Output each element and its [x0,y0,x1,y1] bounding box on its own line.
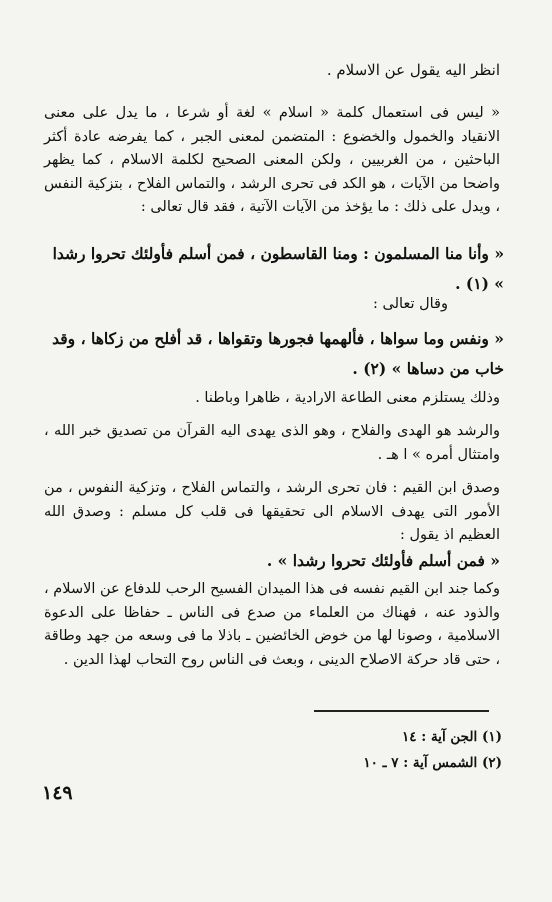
paragraph-obedience: وذلك يستلزم معنى الطاعة الارادية ، ظاهرا وباطنا . [195,390,500,406]
footnote-2: (٢) الشمس آية : ٧ ـ ١٠ [363,755,502,771]
paragraph-reform: وكما جند ابن القيم نفسه فى هذا الميدان الفسيح الرحب للدفاع عن الاسلام ، والذود عنه ، فهناك من العلماء من صدع فى الناس ـ حفاظا على الدعوة الاسلامية ، وصونا لها من خوض الخائضين ـ باذلا ما فى وسعه من جهد وطاقة ، حتى قاد حركة الاصلاح الدينى ، وبعث فى الناس روح التحاب لهذا الدين . [44,581,500,668]
quran-quote-jinn: « وأنا منا المسلمون : ومنا القاسطون ، فمن أسلم فأولئك تحروا رشدا » (١) . [52,244,504,293]
paragraph-guidance: والرشد هو الهدى والفلاح ، وهو الذى يهدى اليه القرآن من تصديق خبر الله ، وامتثال أمره » ا هـ . [44,423,500,463]
quran-quote-short: « فمن أسلم فأولئك تحروا رشدا » . [266,551,500,570]
paragraph-islam-meaning: « ليس فى استعمال كلمة « اسلام » لغة أو شرعا ، ما يدل على معنى الانقياد والخمول والخضوع : المتضمن لمعنى الجبر ، كما يفرضه عادة أكثر الباحثين ، من الغربيين ، ولكن المعنى الصحيح لكلمة الاسلام ، كما يظهر واضحا من الآيات ، هو الكد فى تحرى الرشد ، والتماس الفلاح ، بتزكية النفس ، ويدل على ذلك : ما يؤخذ من الآيات الآتية ، فقد قال تعالى : [44,105,500,216]
intro-line: انظر اليه يقول عن الاسلام . [326,61,500,79]
footnotes [363,724,502,776]
paragraph-ibn-qayyim: وصدق ابن القيم : فان تحرى الرشد ، والتماس الفلاح ، وتزكية النفوس ، من الأمور التى يهدف الاسلام الى تحقيقها فى قلب كل مسلم : وصدق الله العظيم اذ يقول : [44,480,500,544]
footnote-divider [314,710,489,712]
quran-quote-shams: « ونفس وما سواها ، فألهمها فجورها وتقواها ، قد أفلح من زكاها ، وقد خاب من دساها » (٢) . [52,329,504,378]
page-number: ١٤٩ [42,782,73,804]
footnote-1: (١) الجن آية : ١٤ [402,729,502,745]
say-label: وقال تعالى : [373,296,448,312]
